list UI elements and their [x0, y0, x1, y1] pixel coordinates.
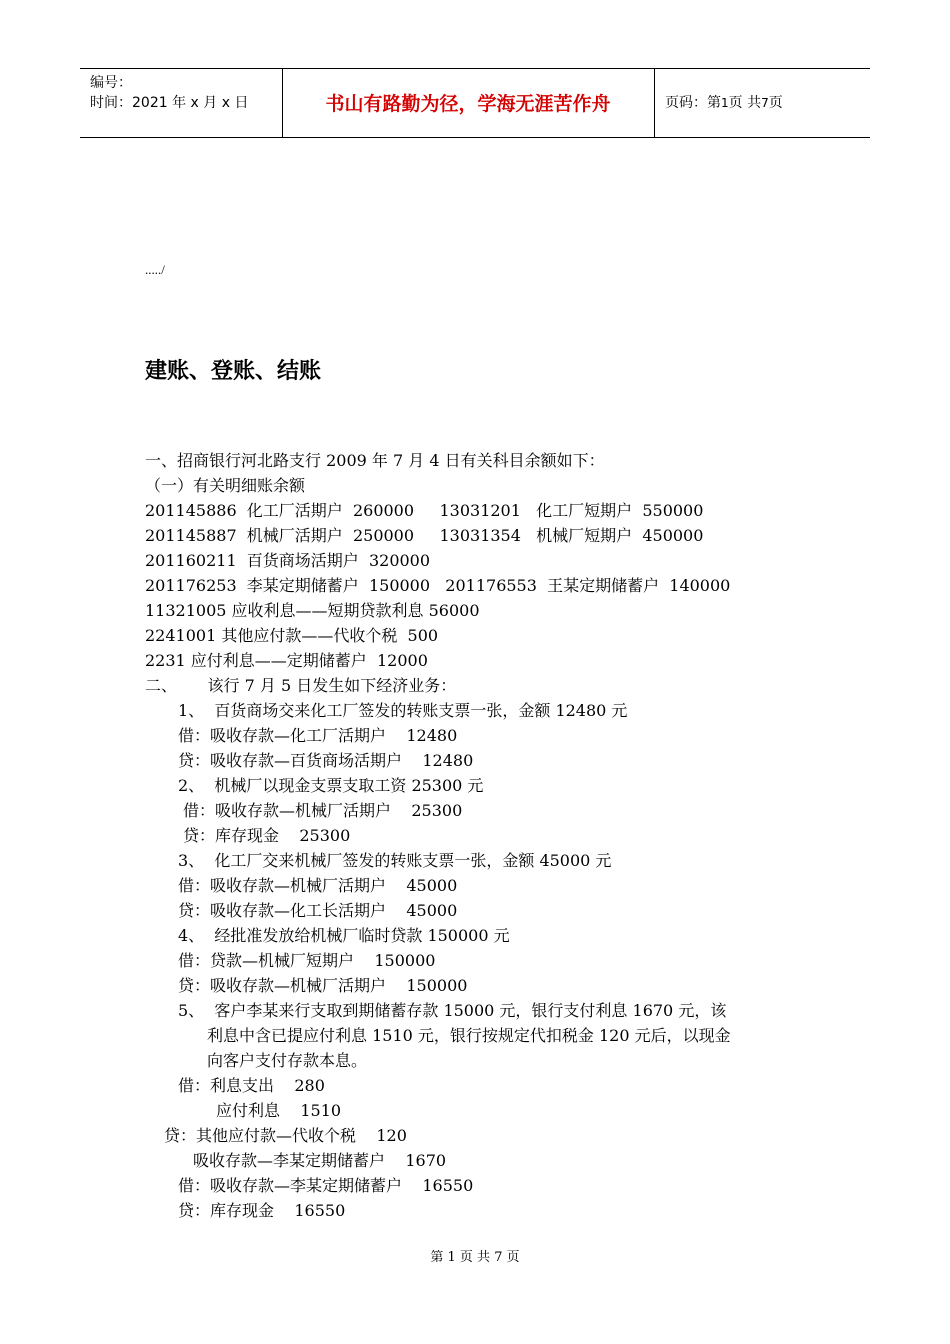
body-line: 2241001 其他应付款——代收个税 500: [145, 626, 439, 645]
page-mid: 页 共: [728, 95, 762, 111]
body-line: 借：利息支出 280: [178, 1076, 325, 1095]
body-line: 贷：吸收存款—机械厂活期户 150000: [178, 976, 468, 995]
body-line: 应付利息 1510: [216, 1101, 342, 1120]
body-line: 2231 应付利息——定期储蓄户 12000: [145, 651, 428, 670]
body-line: 2、 机械厂以现金支票支取工资 25300 元: [178, 776, 484, 795]
body-line: 借：吸收存款—李某定期储蓄户 16550: [178, 1176, 474, 1195]
page-total: 7: [761, 96, 769, 110]
body-line: 贷：吸收存款—化工长活期户 45000: [178, 901, 458, 920]
page-suffix: 页: [768, 95, 783, 111]
code-label: 编号：: [90, 75, 132, 91]
body-line: 5、 客户李某来行支取到期储蓄存款 15000 元，银行支付利息 1670 元，该: [178, 1001, 727, 1020]
body-line: 201160211 百货商场活期户 320000: [145, 551, 431, 570]
body-line: 201176253 李某定期储蓄户 150000 201176553 王某定期储蓄户 140000: [145, 576, 731, 595]
header-page-info: [665, 93, 783, 113]
page-label: 页码：第: [665, 95, 721, 111]
body-line: 吸收存款—李某定期储蓄户 1670: [193, 1151, 447, 1170]
page-header: [80, 68, 870, 138]
body-line: 201145887 机械厂活期户 250000 13031354 机械厂短期户 450000: [145, 526, 704, 545]
header-motto: 书山有路勤为径，学海无涯苦作舟: [325, 93, 611, 115]
body-line: 借：吸收存款—机械厂活期户 25300: [183, 801, 463, 820]
document-title: 建账、登账、结账: [145, 359, 322, 384]
body-line: 二、 该行 7 月 5 日发生如下经济业务：: [145, 676, 457, 695]
body-line: 3、 化工厂交来机械厂签发的转账支票一张，金额 45000 元: [178, 851, 612, 870]
header-divider: [654, 69, 655, 137]
time-label: 时间：2021 年 x 月 x 日: [90, 95, 249, 111]
body-line: 1、 百货商场交来化工厂签发的转账支票一张，金额 12480 元: [178, 701, 628, 720]
body-line: 借：吸收存款—化工厂活期户 12480: [178, 726, 458, 745]
body-line: 一、招商银行河北路支行 2009 年 7 月 4 日有关科目余额如下：: [145, 451, 605, 470]
body-line: 贷：库存现金 25300: [183, 826, 351, 845]
body-line: 利息中含已提应付利息 1510 元，银行按规定代扣税金 120 元后，以现金: [207, 1026, 731, 1045]
body-line: 借：吸收存款—机械厂活期户 45000: [178, 876, 458, 895]
body-line: 贷：吸收存款—百货商场活期户 12480: [178, 751, 474, 770]
body-line: 201145886 化工厂活期户 260000 13031201 化工厂短期户 550000: [145, 501, 704, 520]
body-line: 4、 经批准发放给机械厂临时贷款 150000 元: [178, 926, 510, 945]
header-meta: [90, 73, 248, 113]
body-line: 贷：其他应付款—代收个税 120: [164, 1126, 407, 1145]
page-number: 1: [721, 96, 729, 110]
ellipsis-marker: ...../: [145, 262, 165, 277]
body-line: 贷：库存现金 16550: [178, 1201, 346, 1220]
body-line: 借：贷款—机械厂短期户 150000: [178, 951, 436, 970]
body-line: （一）有关明细账余额: [145, 476, 306, 495]
body-line: 向客户支付存款本息。: [207, 1051, 368, 1070]
page-footer: 第 1 页 共 7 页: [430, 1250, 520, 1265]
body-line: 11321005 应收利息——短期贷款利息 56000: [145, 601, 480, 620]
